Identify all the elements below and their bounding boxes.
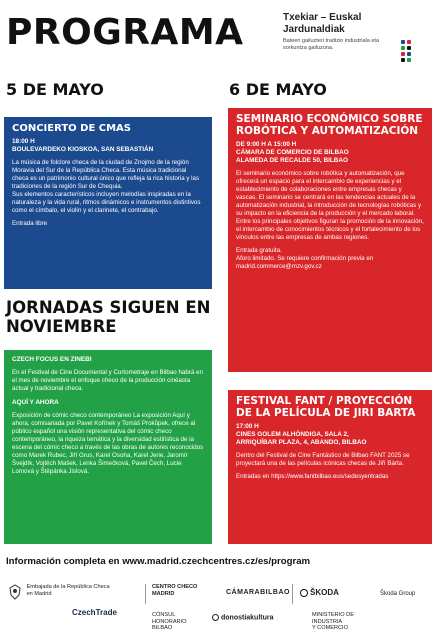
fant-paragraph-2[interactable]: Entradas en https://www.fantbilbao.eus/sedesyentradas — [236, 473, 389, 480]
skoda-icon — [300, 589, 308, 597]
skoda-group-logo — [380, 591, 415, 598]
donostia-logo — [212, 614, 274, 622]
brand-block — [283, 12, 433, 51]
czech-focus-box — [4, 350, 212, 544]
fant-place-2: ARRIQUÍBAR PLAZA, 4, ABANDO, BILBAO — [236, 439, 367, 446]
embajada-line-1: Embajada de la República Checa — [26, 584, 110, 590]
fant-paragraph-1: Dentro del Festival de Cine Fantástico de Bilbao FANT 2025 se proyectará una de las películas icónicas checas de Jiří Bárta. — [236, 452, 410, 467]
lion-icon — [8, 584, 22, 600]
fant-title: FESTIVAL FANT / PROYECCIÓN DE LA PELÍCULA DE JIRI BARTA — [236, 395, 416, 419]
consulado-line-3: BILBAO — [152, 625, 173, 631]
brand-dots-icon — [401, 40, 417, 80]
ministerio-logo — [312, 612, 354, 632]
concierto-place: BOULEVARDEKO KIOSKOA, SAN SEBASTIÁN — [12, 146, 154, 153]
donostia-text: donostiakultura — [221, 614, 274, 622]
jornadas-heading: JORNADAS SIGUEN EN NOVIEMBRE — [6, 298, 211, 336]
concierto-paragraph-1: La música de folclore checa de la ciudad de Znojmo de la región Moravia del Sur de la República Checa. Esta música tradicional checa es un patrimonio cultural único que refleja la rica historia y las tradiciones de la región Sur de Chequia. — [12, 159, 200, 190]
czech-focus-title: CZECH FOCUS EN ZINEBI — [12, 356, 92, 363]
sponsor-logos — [0, 578, 435, 640]
centro-checo-logo — [152, 584, 197, 597]
day-heading-6-mayo: 6 DE MAYO — [229, 80, 327, 99]
day-heading-5-mayo: 5 DE MAYO — [6, 80, 104, 99]
czech-focus-paragraph-1: En el Festival de Cine Documental y Cortometraje en Bilbao habrá en el mes de noviembre el enfoque checo de la producción cinéasta actual y tradicional checa. — [12, 369, 203, 392]
brand-subtitle: Bateen gailuzteri tradizio industriala eta sorkuntza gailuzuna. — [283, 38, 380, 51]
consulado-logo — [152, 612, 187, 632]
aqui-ahora-title: AQUÍ Y AHORA — [12, 399, 59, 406]
czechtrade-text: CzechTrade — [72, 608, 117, 617]
seminario-time: DE 9:00 H A 15:00 H — [236, 141, 297, 148]
seminario-paragraph-2: Entrada gratuita. — [236, 247, 282, 254]
seminario-title: SEMINARIO ECONÓMICO SOBRE ROBÓTICA Y AUTOMATIZACIÓN — [236, 113, 423, 137]
embajada-line-2: en Madrid — [26, 590, 52, 597]
skoda-group-text: Škoda Group — [380, 591, 416, 597]
ministerio-line-1: MINISTERIO DE — [312, 612, 354, 618]
centro-line-2: MADRID — [152, 590, 175, 597]
czechtrade-logo — [72, 610, 117, 617]
seminario-place-2: ALAMEDA DE RECALDE 50, BILBAO — [236, 157, 348, 164]
footer-info-link[interactable]: Información completa en www.madrid.czechcentres.cz/es/program — [6, 556, 311, 567]
fant-box — [228, 390, 432, 544]
brand-line-1: Txekiar – Euskal — [283, 12, 362, 23]
page-title: PROGRAMA — [6, 12, 244, 53]
donostia-icon — [212, 614, 219, 621]
brand-line-2: Jardunaldiak — [283, 24, 345, 35]
embajada-logo — [8, 584, 110, 600]
aqui-ahora-paragraph: Exposición de cómic checo contemporáneo La exposición Aquí y ahora, comisariada por Pavel Kořínek y Tomáš Prokůpek, ofrece al público español una visión representativa del cómic checo contemporáneo, la riqueza temática y la diversidad estilística de la escena del cómic checo a través de las obras de autores reconocidos como Marek Rubec, Jiří Grus, Karel Osoha, Karel Jerie, Jaromír Švejdík, Vojtěch Mašek, Lenka Šimečková, Pavel Čech, Lucie Lomová y Štěpánka Jislová. — [12, 412, 204, 475]
camara-bilbao-logo — [226, 590, 290, 597]
concierto-time: 18:00 H — [12, 138, 35, 145]
concierto-box — [4, 117, 212, 289]
seminario-box — [228, 108, 432, 372]
ministerio-line-2: INDUSTRIA — [312, 618, 343, 625]
seminario-paragraph-3: Aforo limitado. Se requiere confirmación previa en madrid.commerce@mzv.gov.cz — [236, 255, 374, 270]
consulado-line-2: HONORARIO — [152, 618, 187, 625]
ministerio-line-3: Y COMERCIO — [312, 625, 348, 631]
fant-time: 17:00 H — [236, 423, 259, 430]
concierto-title: CONCIERTO DE CMAS — [12, 123, 131, 134]
concierto-paragraph-3: Entrada libre — [12, 220, 48, 227]
concierto-paragraph-2: Sus elementos característicos incluyen melodías inspiradas en la naturaleza y la vida rural, ritmos dinámicos e instrumentos distintivos como el címbalo, el violín y el clarinete, el contrabajo. — [12, 191, 201, 214]
centro-line-1: CENTRO CHECO — [152, 584, 198, 590]
fant-place-1: CINES GOLEM ALHÓNDIGA, SALA 2, — [236, 431, 349, 438]
seminario-paragraph-1: El seminario económico sobre robótica y automatización, que ofrecerá un espacio para el intercambio de experiencias y el establecimiento de colaboraciones entre empresas checas y vascas. El seminario se centrará en las tendencias actuales de la automatización industrial, la introducción de tecnologías robóticas y su impacto en la eficiencia de la producción y el mercado laboral. Entre los principales objetivos figuran la promoción de la innovación, el intercambio de conocimientos técnicos y el fortalecimiento de los vínculos entre las empresas de ambas regiones. — [236, 170, 424, 241]
skoda-logo — [300, 589, 339, 597]
skoda-text: ŠKODA — [310, 588, 339, 598]
camara-text: CÁMARABILBAO — [226, 589, 290, 596]
consulado-line-1: CÓNSUL — [152, 612, 176, 618]
seminario-place-1: CÁMARA DE COMERCIO DE BILBAO — [236, 149, 349, 156]
